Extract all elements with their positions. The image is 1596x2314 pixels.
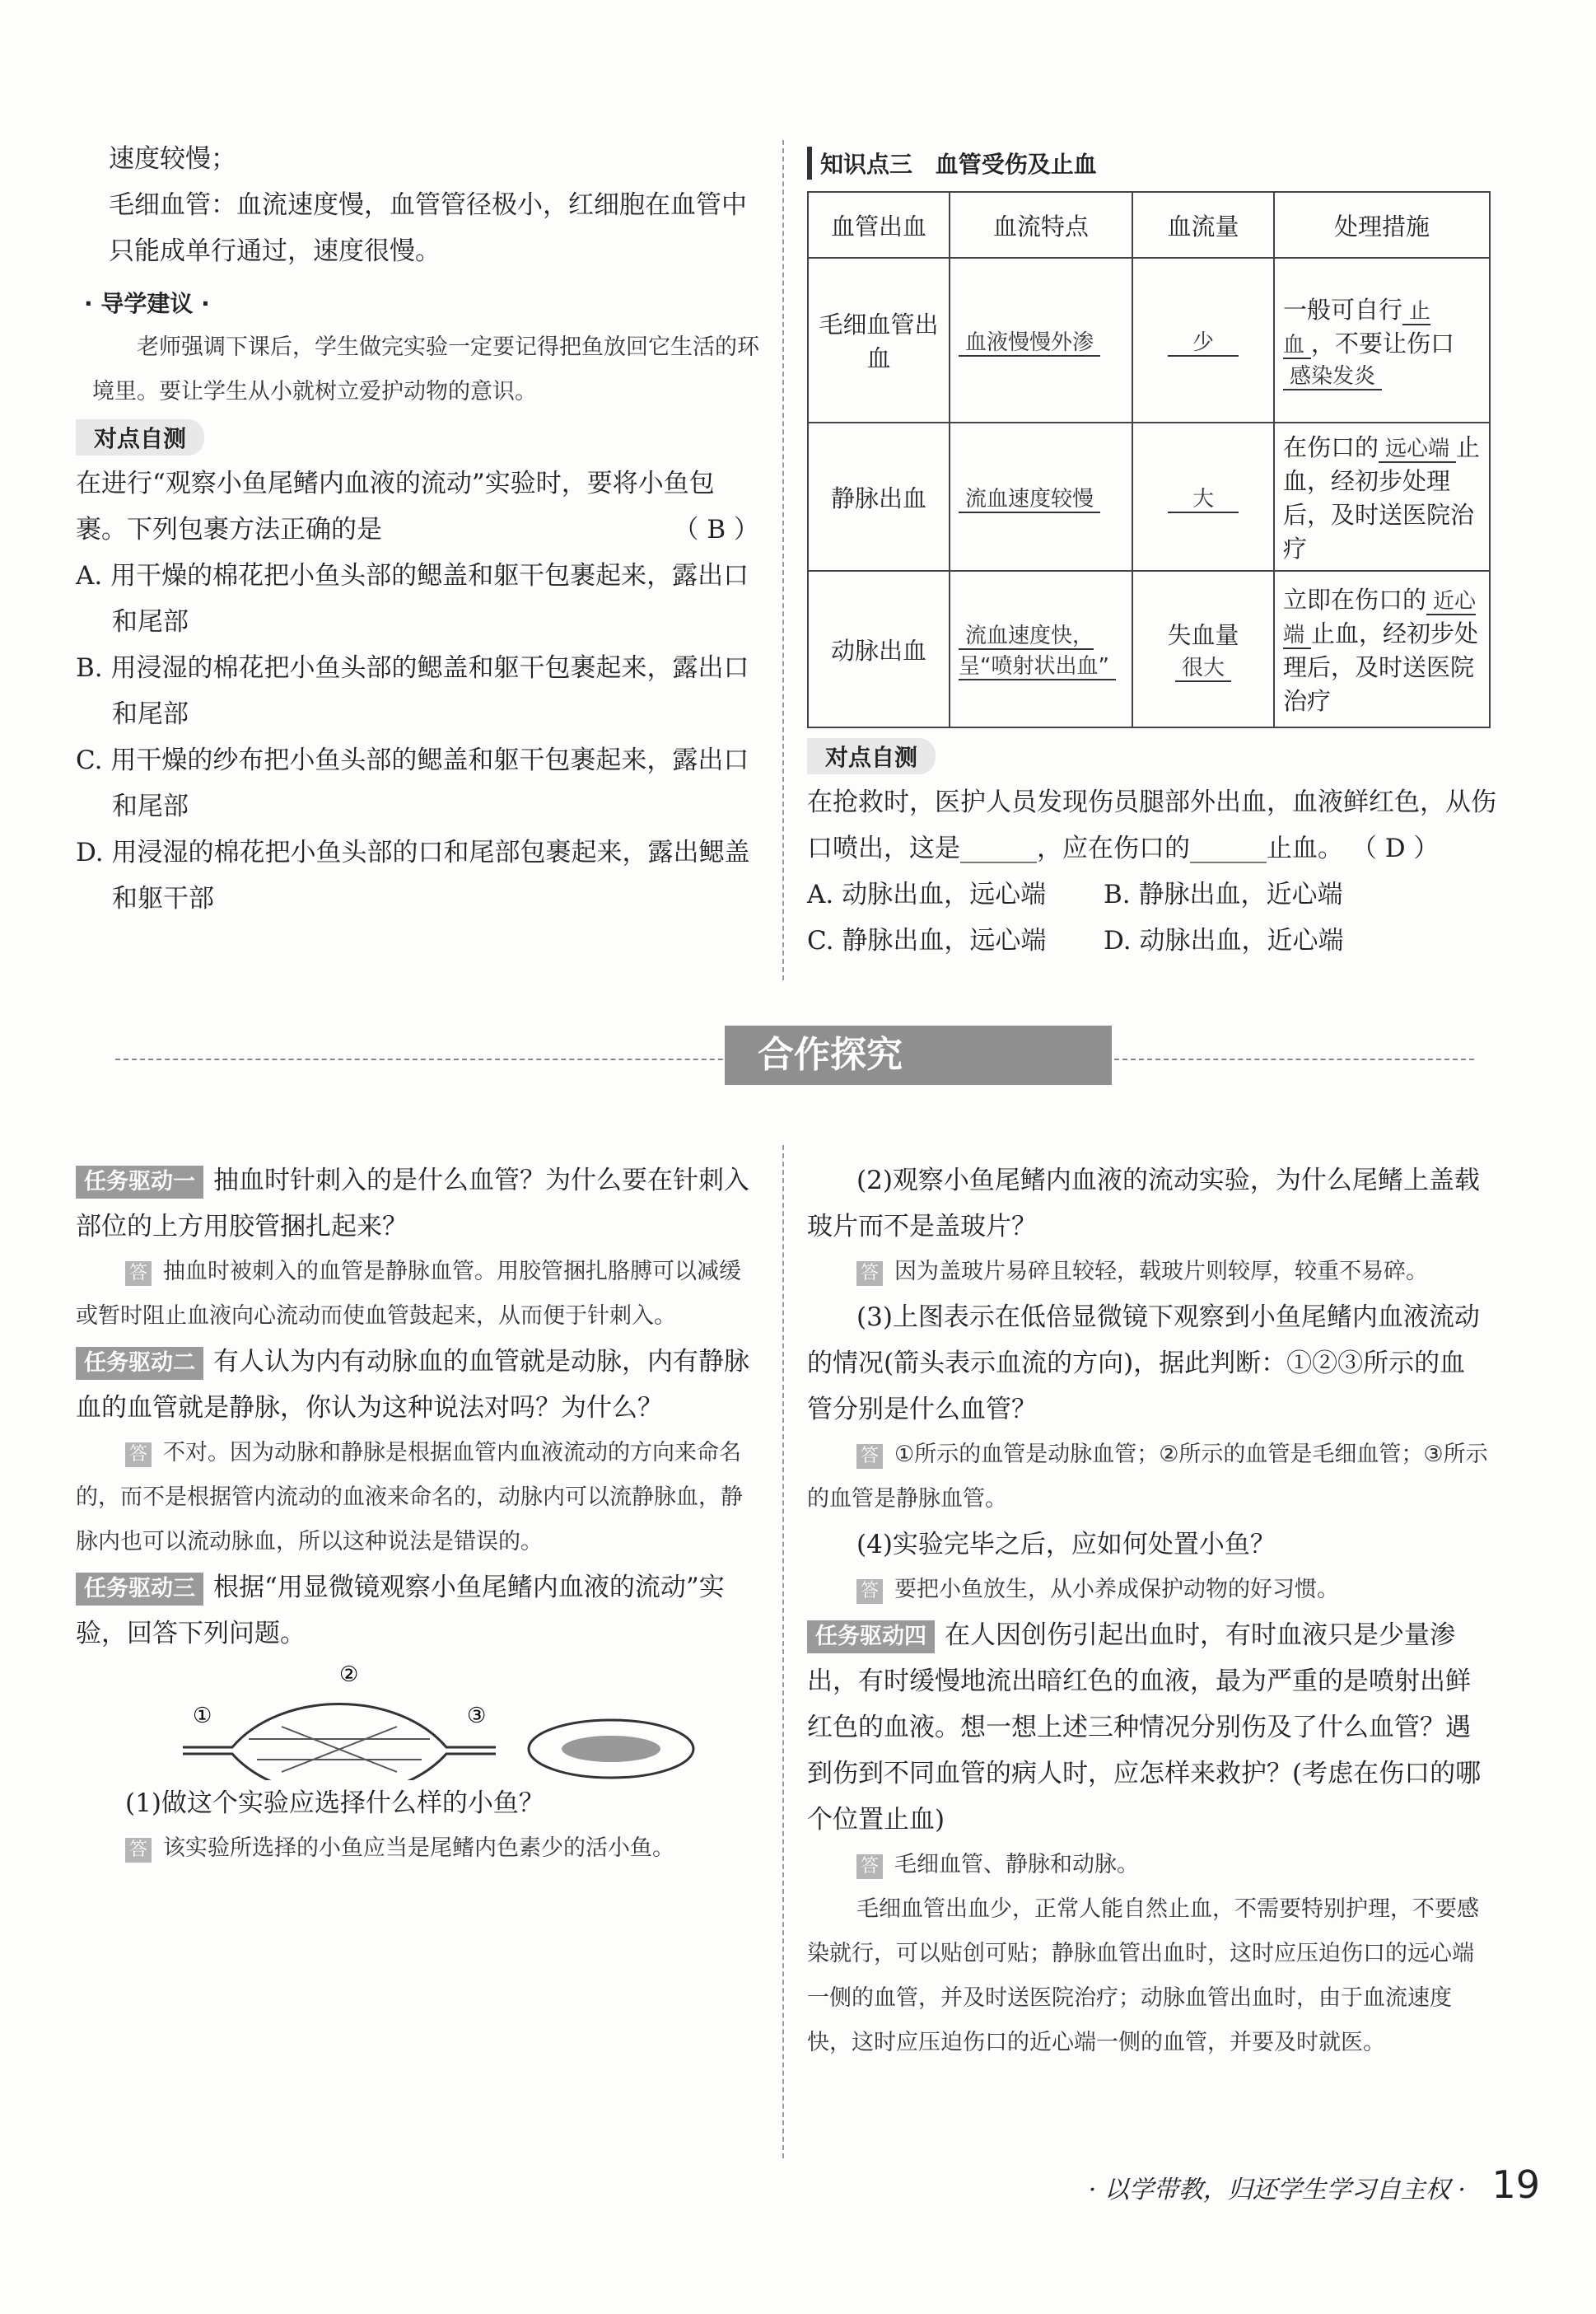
guide-tag: · 导学建议 · [84,290,210,317]
fill-answer: 流血速度较慢 [959,487,1100,513]
capillary-diagram [183,1657,710,1780]
option-c: C. 静脉出血，远心端 [807,926,1047,956]
option-a: A. 用干燥的棉花把小鱼头部的鳃盖和躯干包裹起来，露出口和尾部 [76,561,749,637]
vessel-lower [183,1754,496,1780]
selftest-tag: 对点自测 [807,738,936,774]
bleeding-type: 静脉出血 [808,423,950,571]
options-grid [807,872,1499,964]
question-text [76,460,759,553]
answer: 该实验所选择的小鱼应当是尾鳍内色素少的活小鱼。 [163,1835,675,1861]
fill-answer: 感染发炎 [1283,364,1382,390]
kp-tag: 知识点三 [820,151,913,178]
option-d: D. 用浸湿的棉花把小鱼头部的口和尾部包裹起来，露出鳃盖和躯干部 [76,838,750,914]
text: 止血，经初步处理后，及时送医院治疗 [1283,433,1481,563]
knowledge-point-header [807,147,1105,180]
answer: ①所示的血管是动脉血管；②所示的血管是毛细血管；③所示的血管是静脉血管。 [807,1442,1488,1512]
vessel-upper [183,1704,496,1748]
option-d: D. 动脉出血，近心端 [1104,926,1344,956]
label-2: ② [339,1662,359,1687]
treatment [1274,571,1490,727]
question: 在抢救时，医护人员发现伤员腿部外出血，血液鲜红色，从伤口喷出，这是______，应在伤口的______止血。 [807,788,1496,863]
sub-question: (4)实验完毕之后，应如何处置小鱼？ [856,1530,1276,1559]
flow-amount [1132,423,1274,571]
header-cell: 处理措施 [1274,192,1490,258]
question: 有人认为内有动脉血的血管就是动脉，内有静脉血的血管就是静脉，你认为这种说法对吗？为什么？ [76,1347,749,1423]
fill-answer: 近心端 [1283,589,1477,647]
task-question [807,1612,1491,1843]
sub-question: (2)观察小鱼尾鳍内血液的流动实验，为什么尾鳍上盖载玻片而不是盖玻片？ [807,1166,1480,1241]
table-row [808,571,1490,727]
option-c: C. 用干燥的纱布把小鱼头部的鳃盖和躯干包裹起来，露出口和尾部 [76,746,749,821]
table-row [808,258,1490,423]
text: 在伤口的 [1283,433,1379,461]
task-answer [807,1843,1491,1887]
flow-amount [1132,571,1274,727]
treatment [1274,258,1490,423]
sub-question: (3)上图表示在低倍显微镜下观察到小鱼尾鳍内血液流动的情况(箭头表示血流的方向)，据此判断：①②③所示的血管分别是什么血管？ [807,1302,1480,1424]
sub-answer [807,1568,1491,1612]
table-header-row [808,192,1490,258]
task-answer-detail: 毛细血管出血少，正常人能自然止血，不需要特别护理，不要感染就行，可以贴创可贴；静脉血管出血时，这时应压迫伤口的远心端一侧的血管，并及时送医院治疗；动脉血管出血时，由于血流速度快，这时应压迫伤口的近心端一侧的血管，并要及时就医。 [807,1896,1479,2055]
sub-answer [76,1826,759,1871]
task-tag: 任务驱动二 [76,1347,203,1380]
fish-tail-figure [76,1657,759,1780]
sub-question: (1)做这个实验应选择什么样的小鱼？ [125,1788,544,1818]
header-cell: 血流特点 [950,192,1132,258]
text: 立即在伤口的 [1283,586,1427,614]
banner-title: 合作探究 [725,1026,1112,1085]
header-cell: 血流量 [1132,192,1274,258]
text-line: 速度较慢； [109,144,236,174]
answer-mark: 答 [125,1261,152,1286]
bleeding-table [807,191,1491,728]
column-divider [782,1145,784,2158]
answer-mark: 答 [856,1261,883,1286]
answer-mark: 答 [125,1442,152,1467]
task-answer [76,1431,759,1564]
footer-slogan: · 以学带教，归还学生学习自主权 · [1088,2176,1466,2204]
task-tag: 任务驱动四 [807,1620,935,1653]
flow-feature [950,258,1132,423]
section-banner [115,1009,1474,1092]
option-a: A. 动脉出血，远心端 [807,880,1047,909]
fill-answer: 很大 [1175,656,1231,682]
table-row [808,423,1490,571]
task-question [76,1157,759,1250]
question: 抽血时针刺入的是什么血管？为什么要在针刺入部位的上方用胶管捆扎起来？ [76,1166,749,1241]
sub-answer [807,1433,1491,1522]
answer-mark: 答 [856,1444,883,1469]
sub-answer [807,1250,1491,1294]
question: 在进行“观察小鱼尾鳍内血液的流动”实验时，要将小鱼包裹。下列包裹方法正确的是 [76,469,715,545]
label-3: ③ [467,1704,487,1728]
capillary-net [249,1727,430,1772]
right-bottom-column [807,1157,1491,2065]
text: ，不要让伤口 [1311,329,1455,358]
label-1: ① [193,1704,212,1728]
page-footer [964,2162,1540,2207]
answer: 毛细血管、静脉和动脉。 [894,1852,1140,1877]
flow-feature [950,571,1132,727]
answer: 抽血时被刺入的血管是静脉血管。用胶管捆扎胳膊可以减缓或暂时阻止血液向心流动而使血管鼓起来，从而便于针刺入。 [76,1259,742,1329]
answer-mark: 答 [856,1579,883,1604]
guide-text: 老师强调下课后，学生做完实验一定要记得把鱼放回它生活的环境里。要让学生从小就树立爱护动物的意识。 [92,334,759,404]
answer-mark: 答 [856,1854,883,1879]
fill-answer: 血液慢慢外渗 [959,330,1100,357]
answer-choice: （ B ） [673,515,759,545]
task-tag: 任务驱动一 [76,1166,203,1199]
fill-answer: 止血 [1283,298,1431,358]
text: 止血，经初步处理后，及时送医院治疗 [1283,619,1479,715]
task-question [76,1339,759,1431]
flow-feature [950,423,1132,571]
text: 一般可自行 [1283,295,1403,324]
question: 根据“用显微镜观察小鱼尾鳍内血液的流动”实验，回答下列问题。 [76,1573,725,1648]
fish-icon [562,1736,660,1762]
left-bottom-column [76,1157,759,1871]
fill-answer: 远心端 [1379,437,1456,463]
question: 在人因创伤引起出血时，有时血液只是少量渗出，有时缓慢地流出暗红色的血液，最为严重的是喷射出鲜红色的血液。想一想上述三种情况分别伤及了什么血管？遇到伤到不同血管的病人时，应怎样来救护？(考虑在伤口的哪个位置止血) [807,1620,1482,1835]
task-answer [76,1250,759,1339]
left-top-column [76,136,759,922]
page-number: 19 [1491,2162,1540,2207]
fill-answer: 大 [1168,487,1239,513]
answer-mark: 答 [125,1838,152,1863]
kp-title: 血管受伤及止血 [935,151,1097,178]
option-b: B. 用浸湿的棉花把小鱼头部的鳃盖和躯干包裹起来，露出口和尾部 [76,653,749,729]
flow-amount [1132,258,1274,423]
option-b: B. 静脉出血，近心端 [1104,880,1343,909]
answer: 不对。因为动脉和静脉是根据血管内血液流动的方向来命名的，而不是根据管内流动的血液来命名的，动脉内可以流静脉血，静脉内也可以流动脉血，所以这种说法是错误的。 [76,1440,743,1554]
selftest-tag: 对点自测 [76,419,204,456]
question-text [807,779,1499,872]
amount-prefix: 失血量 [1167,621,1239,649]
treatment [1274,423,1490,571]
right-top-column [807,140,1499,964]
header-cell: 血管出血 [808,192,950,258]
task-question [76,1564,759,1657]
answer-choice: （ D ） [1351,834,1440,863]
answer: 因为盖玻片易碎且较轻，载玻片则较厚，较重不易碎。 [894,1259,1429,1284]
fill-answer: 少 [1168,330,1239,357]
text-paragraph: 毛细血管：血流速度慢，血管管径极小，红细胞在血管中只能成单行通过，速度很慢。 [109,190,747,266]
task-tag: 任务驱动三 [76,1573,203,1606]
answer: 要把小鱼放生，从小养成保护动物的好习惯。 [894,1577,1340,1602]
bleeding-type: 动脉出血 [808,571,950,727]
column-divider [782,140,784,980]
fill-answer: 流血速度快，呈“喷射状出血” [959,624,1116,680]
bleeding-type: 毛细血管出血 [808,258,950,423]
